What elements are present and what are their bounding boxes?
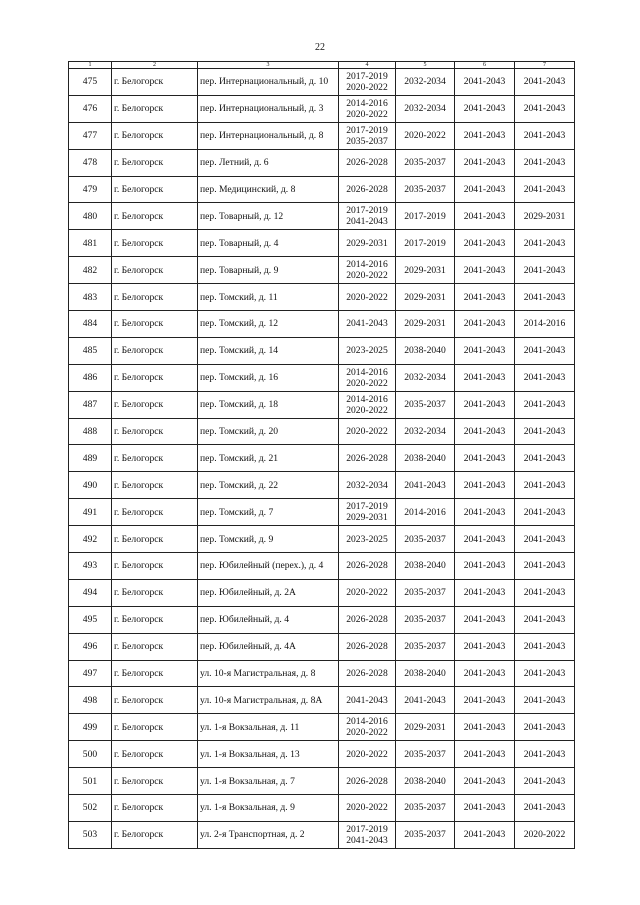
period-col5-cell: 2035-2037 (396, 821, 455, 848)
period-line: 2020-2022 (346, 81, 388, 93)
address-cell: ул. 1-я Вокзальная, д. 9 (198, 795, 339, 822)
period-col4-cell (339, 284, 396, 311)
period-line: 2029-2031 (346, 512, 388, 524)
period-col4-cell (339, 472, 396, 499)
address-cell: пер. Товарный, д. 9 (198, 257, 339, 284)
table-row (69, 391, 575, 418)
period-col7-cell: 2041-2043 (515, 633, 575, 660)
period-line: 2026-2028 (346, 560, 388, 572)
row-number-cell: 493 (69, 553, 112, 580)
column-header: 3 (198, 62, 339, 69)
period-col6-cell: 2041-2043 (455, 445, 515, 472)
period-col4-cell (339, 176, 396, 203)
city-cell: г. Белогорск (112, 526, 198, 553)
period-line: 2020-2022 (346, 802, 388, 814)
column-header: 4 (339, 62, 396, 69)
table-row (69, 311, 575, 338)
row-number-cell: 476 (69, 95, 112, 122)
period-col5-cell: 2035-2037 (396, 633, 455, 660)
period-line: 2014-2016 (346, 97, 388, 109)
period-line: 2026-2028 (346, 157, 388, 169)
row-number-cell: 497 (69, 660, 112, 687)
period-line: 2017-2019 (346, 124, 388, 136)
city-cell: г. Белогорск (112, 337, 198, 364)
period-col6-cell: 2041-2043 (455, 526, 515, 553)
row-number-cell: 501 (69, 768, 112, 795)
table-row (69, 176, 575, 203)
period-col7-cell: 2041-2043 (515, 714, 575, 741)
period-col7-cell: 2041-2043 (515, 795, 575, 822)
period-col5-cell: 2041-2043 (396, 687, 455, 714)
period-col4-cell (339, 230, 396, 257)
period-col4-cell (339, 499, 396, 526)
period-col6-cell: 2041-2043 (455, 768, 515, 795)
city-cell: г. Белогорск (112, 364, 198, 391)
city-cell: г. Белогорск (112, 660, 198, 687)
period-col7-cell: 2041-2043 (515, 606, 575, 633)
city-cell: г. Белогорск (112, 606, 198, 633)
period-col6-cell: 2041-2043 (455, 284, 515, 311)
city-cell: г. Белогорск (112, 284, 198, 311)
period-col6-cell: 2041-2043 (455, 687, 515, 714)
table-row (69, 472, 575, 499)
row-number-cell: 478 (69, 149, 112, 176)
period-col5-cell: 2035-2037 (396, 579, 455, 606)
period-col6-cell: 2041-2043 (455, 472, 515, 499)
period-col5-cell: 2017-2019 (396, 203, 455, 230)
period-col7-cell: 2041-2043 (515, 149, 575, 176)
period-col7-cell: 2041-2043 (515, 230, 575, 257)
period-col4-cell (339, 69, 396, 96)
table-row (69, 714, 575, 741)
period-col6-cell: 2041-2043 (455, 95, 515, 122)
address-cell: пер. Юбилейный (перех.), д. 4 (198, 553, 339, 580)
period-line: 2017-2019 (346, 501, 388, 513)
period-col4-cell (339, 526, 396, 553)
period-col5-cell: 2032-2034 (396, 95, 455, 122)
page-number: 22 (315, 42, 325, 53)
city-cell: г. Белогорск (112, 230, 198, 257)
period-col4-cell (339, 364, 396, 391)
period-col6-cell: 2041-2043 (455, 821, 515, 848)
address-cell: ул. 2-я Транспортная, д. 2 (198, 821, 339, 848)
period-col6-cell: 2041-2043 (455, 203, 515, 230)
table-row (69, 257, 575, 284)
period-col6-cell: 2041-2043 (455, 122, 515, 149)
period-col5-cell: 2035-2037 (396, 526, 455, 553)
period-col4-cell (339, 795, 396, 822)
row-number-cell: 503 (69, 821, 112, 848)
row-number-cell: 475 (69, 69, 112, 96)
city-cell: г. Белогорск (112, 687, 198, 714)
period-col5-cell: 2032-2034 (396, 418, 455, 445)
period-col6-cell: 2041-2043 (455, 579, 515, 606)
city-cell: г. Белогорск (112, 203, 198, 230)
period-col5-cell: 2038-2040 (396, 337, 455, 364)
period-col7-cell: 2014-2016 (515, 311, 575, 338)
period-line: 2020-2022 (346, 748, 388, 760)
table-row (69, 230, 575, 257)
period-col4-cell (339, 149, 396, 176)
city-cell: г. Белогорск (112, 149, 198, 176)
period-line: 2017-2019 (346, 205, 388, 217)
period-line: 2026-2028 (346, 614, 388, 626)
row-number-cell: 486 (69, 364, 112, 391)
period-col6-cell: 2041-2043 (455, 741, 515, 768)
city-cell: г. Белогорск (112, 553, 198, 580)
period-col7-cell: 2041-2043 (515, 337, 575, 364)
period-col7-cell: 2041-2043 (515, 95, 575, 122)
table-row (69, 364, 575, 391)
period-col6-cell: 2041-2043 (455, 633, 515, 660)
period-col5-cell: 2029-2031 (396, 284, 455, 311)
period-line: 2020-2022 (346, 727, 388, 739)
period-col6-cell: 2041-2043 (455, 795, 515, 822)
period-col4-cell (339, 741, 396, 768)
address-cell: пер. Юбилейный, д. 4А (198, 633, 339, 660)
table-row (69, 741, 575, 768)
period-col5-cell: 2038-2040 (396, 768, 455, 795)
address-cell: пер. Томский, д. 7 (198, 499, 339, 526)
period-line: 2026-2028 (346, 641, 388, 653)
period-line: 2032-2034 (346, 479, 388, 491)
period-col6-cell: 2041-2043 (455, 230, 515, 257)
period-col4-cell (339, 821, 396, 848)
period-line: 2014-2016 (346, 259, 388, 271)
address-cell: пер. Томский, д. 14 (198, 337, 339, 364)
period-line: 2020-2022 (346, 291, 388, 303)
period-col5-cell: 2038-2040 (396, 660, 455, 687)
period-line: 2041-2043 (346, 834, 388, 846)
period-col5-cell: 2032-2034 (396, 364, 455, 391)
table-row (69, 203, 575, 230)
table-row (69, 660, 575, 687)
period-line: 2014-2016 (346, 716, 388, 728)
period-col7-cell: 2041-2043 (515, 660, 575, 687)
city-cell: г. Белогорск (112, 768, 198, 795)
period-col4-cell (339, 660, 396, 687)
period-col7-cell: 2041-2043 (515, 553, 575, 580)
address-cell: пер. Юбилейный, д. 4 (198, 606, 339, 633)
city-cell: г. Белогорск (112, 445, 198, 472)
address-cell: пер. Интернациональный, д. 10 (198, 69, 339, 96)
address-cell: пер. Интернациональный, д. 8 (198, 122, 339, 149)
period-col6-cell: 2041-2043 (455, 714, 515, 741)
period-col7-cell: 2041-2043 (515, 472, 575, 499)
housing-repair-table (68, 61, 575, 849)
period-col5-cell: 2041-2043 (396, 472, 455, 499)
row-number-cell: 482 (69, 257, 112, 284)
period-col7-cell: 2041-2043 (515, 364, 575, 391)
period-col5-cell: 2038-2040 (396, 553, 455, 580)
period-col6-cell: 2041-2043 (455, 418, 515, 445)
city-cell: г. Белогорск (112, 95, 198, 122)
address-cell: пер. Томский, д. 20 (198, 418, 339, 445)
row-number-cell: 481 (69, 230, 112, 257)
period-col4-cell (339, 311, 396, 338)
row-number-cell: 490 (69, 472, 112, 499)
address-cell: пер. Томский, д. 12 (198, 311, 339, 338)
row-number-cell: 483 (69, 284, 112, 311)
period-col5-cell: 2038-2040 (396, 445, 455, 472)
period-col6-cell: 2041-2043 (455, 606, 515, 633)
period-line: 2020-2022 (346, 270, 388, 282)
period-col5-cell: 2035-2037 (396, 795, 455, 822)
period-line: 2041-2043 (346, 216, 388, 228)
address-cell: пер. Интернациональный, д. 3 (198, 95, 339, 122)
period-line: 2041-2043 (346, 694, 388, 706)
period-line: 2023-2025 (346, 345, 388, 357)
period-col5-cell: 2035-2037 (396, 149, 455, 176)
table-row (69, 633, 575, 660)
period-col7-cell: 2041-2043 (515, 69, 575, 96)
period-line: 2017-2019 (346, 823, 388, 835)
address-cell: ул. 10-я Магистральная, д. 8А (198, 687, 339, 714)
table-row (69, 95, 575, 122)
city-cell: г. Белогорск (112, 821, 198, 848)
period-col5-cell: 2020-2022 (396, 122, 455, 149)
city-cell: г. Белогорск (112, 311, 198, 338)
period-line: 2020-2022 (346, 377, 388, 389)
column-header: 6 (455, 62, 515, 69)
table-row (69, 69, 575, 96)
period-col6-cell: 2041-2043 (455, 149, 515, 176)
period-col6-cell: 2041-2043 (455, 364, 515, 391)
table-row (69, 149, 575, 176)
row-number-cell: 492 (69, 526, 112, 553)
period-col5-cell: 2029-2031 (396, 257, 455, 284)
table-row (69, 445, 575, 472)
table-row (69, 687, 575, 714)
period-col6-cell: 2041-2043 (455, 257, 515, 284)
table-row (69, 795, 575, 822)
period-col6-cell: 2041-2043 (455, 660, 515, 687)
period-line: 2026-2028 (346, 668, 388, 680)
row-number-cell: 484 (69, 311, 112, 338)
address-cell: ул. 10-я Магистральная, д. 8 (198, 660, 339, 687)
city-cell: г. Белогорск (112, 257, 198, 284)
period-line: 2020-2022 (346, 108, 388, 120)
period-col7-cell: 2041-2043 (515, 122, 575, 149)
city-cell: г. Белогорск (112, 741, 198, 768)
period-col7-cell: 2041-2043 (515, 284, 575, 311)
table-row (69, 122, 575, 149)
period-col7-cell: 2041-2043 (515, 445, 575, 472)
row-number-cell: 500 (69, 741, 112, 768)
period-col7-cell: 2041-2043 (515, 257, 575, 284)
period-col4-cell (339, 337, 396, 364)
row-number-cell: 495 (69, 606, 112, 633)
period-line: 2020-2022 (346, 587, 388, 599)
period-col4-cell (339, 122, 396, 149)
period-col7-cell: 2041-2043 (515, 687, 575, 714)
period-line: 2026-2028 (346, 775, 388, 787)
table-row (69, 579, 575, 606)
period-col7-cell: 2041-2043 (515, 176, 575, 203)
period-col7-cell: 2041-2043 (515, 768, 575, 795)
city-cell: г. Белогорск (112, 633, 198, 660)
address-cell: пер. Томский, д. 16 (198, 364, 339, 391)
period-line: 2023-2025 (346, 533, 388, 545)
column-header: 7 (515, 62, 575, 69)
table-row (69, 553, 575, 580)
period-col6-cell: 2041-2043 (455, 176, 515, 203)
city-cell: г. Белогорск (112, 418, 198, 445)
period-line: 2041-2043 (346, 318, 388, 330)
period-col4-cell (339, 257, 396, 284)
row-number-cell: 488 (69, 418, 112, 445)
period-line: 2035-2037 (346, 135, 388, 147)
city-cell: г. Белогорск (112, 176, 198, 203)
row-number-cell: 489 (69, 445, 112, 472)
column-header: 5 (396, 62, 455, 69)
address-cell: ул. 1-я Вокзальная, д. 13 (198, 741, 339, 768)
period-line: 2020-2022 (346, 426, 388, 438)
period-col7-cell: 2041-2043 (515, 741, 575, 768)
row-number-cell: 494 (69, 579, 112, 606)
column-header: 2 (112, 62, 198, 69)
column-number-row (69, 62, 575, 69)
period-col5-cell: 2035-2037 (396, 176, 455, 203)
table-row (69, 526, 575, 553)
row-number-cell: 491 (69, 499, 112, 526)
period-col5-cell: 2035-2037 (396, 391, 455, 418)
city-cell: г. Белогорск (112, 472, 198, 499)
period-col4-cell (339, 633, 396, 660)
table-row (69, 606, 575, 633)
period-col7-cell: 2020-2022 (515, 821, 575, 848)
row-number-cell: 498 (69, 687, 112, 714)
address-cell: ул. 1-я Вокзальная, д. 11 (198, 714, 339, 741)
address-cell: пер. Медицинский, д. 8 (198, 176, 339, 203)
period-line: 2026-2028 (346, 184, 388, 195)
row-number-cell: 485 (69, 337, 112, 364)
period-col5-cell: 2032-2034 (396, 69, 455, 96)
period-col5-cell: 2029-2031 (396, 714, 455, 741)
period-col4-cell (339, 418, 396, 445)
period-col5-cell: 2014-2016 (396, 499, 455, 526)
period-col4-cell (339, 768, 396, 795)
period-col6-cell: 2041-2043 (455, 69, 515, 96)
address-cell: пер. Томский, д. 18 (198, 391, 339, 418)
period-line: 2026-2028 (346, 452, 388, 464)
address-cell: ул. 1-я Вокзальная, д. 7 (198, 768, 339, 795)
period-col4-cell (339, 203, 396, 230)
period-col4-cell (339, 687, 396, 714)
row-number-cell: 496 (69, 633, 112, 660)
city-cell: г. Белогорск (112, 122, 198, 149)
table-row (69, 337, 575, 364)
row-number-cell: 502 (69, 795, 112, 822)
period-col5-cell: 2035-2037 (396, 741, 455, 768)
period-line: 2017-2019 (346, 70, 388, 82)
period-col7-cell: 2029-2031 (515, 203, 575, 230)
table-body (69, 69, 575, 849)
table-row (69, 821, 575, 848)
row-number-cell: 477 (69, 122, 112, 149)
city-cell: г. Белогорск (112, 391, 198, 418)
period-col6-cell: 2041-2043 (455, 311, 515, 338)
period-col4-cell (339, 553, 396, 580)
row-number-cell: 480 (69, 203, 112, 230)
period-col7-cell: 2041-2043 (515, 391, 575, 418)
period-col6-cell: 2041-2043 (455, 499, 515, 526)
address-cell: пер. Товарный, д. 12 (198, 203, 339, 230)
period-col5-cell: 2035-2037 (396, 606, 455, 633)
period-col6-cell: 2041-2043 (455, 553, 515, 580)
period-col5-cell: 2029-2031 (396, 311, 455, 338)
period-col6-cell: 2041-2043 (455, 337, 515, 364)
column-header: 1 (69, 62, 112, 69)
city-cell: г. Белогорск (112, 714, 198, 741)
period-col4-cell (339, 445, 396, 472)
address-cell: пер. Томский, д. 22 (198, 472, 339, 499)
period-col4-cell (339, 714, 396, 741)
period-col4-cell (339, 579, 396, 606)
row-number-cell: 487 (69, 391, 112, 418)
period-line: 2014-2016 (346, 393, 388, 405)
period-col7-cell: 2041-2043 (515, 418, 575, 445)
city-cell: г. Белогорск (112, 795, 198, 822)
period-col6-cell: 2041-2043 (455, 391, 515, 418)
address-cell: пер. Томский, д. 9 (198, 526, 339, 553)
row-number-cell: 499 (69, 714, 112, 741)
period-line: 2029-2031 (346, 237, 388, 249)
period-line: 2014-2016 (346, 366, 388, 378)
table-row (69, 418, 575, 445)
address-cell: пер. Летний, д. 6 (198, 149, 339, 176)
table-row (69, 768, 575, 795)
period-col4-cell (339, 391, 396, 418)
period-col5-cell: 2017-2019 (396, 230, 455, 257)
address-cell: пер. Томский, д. 21 (198, 445, 339, 472)
period-col4-cell (339, 95, 396, 122)
address-cell: пер. Юбилейный, д. 2А (198, 579, 339, 606)
city-cell: г. Белогорск (112, 579, 198, 606)
table-row (69, 499, 575, 526)
period-col7-cell: 2041-2043 (515, 526, 575, 553)
period-col7-cell: 2041-2043 (515, 499, 575, 526)
period-col4-cell (339, 606, 396, 633)
city-cell: г. Белогорск (112, 69, 198, 96)
address-cell: пер. Томский, д. 11 (198, 284, 339, 311)
row-number-cell: 479 (69, 176, 112, 203)
table-row (69, 284, 575, 311)
city-cell: г. Белогорск (112, 499, 198, 526)
address-cell: пер. Товарный, д. 4 (198, 230, 339, 257)
period-line: 2020-2022 (346, 404, 388, 416)
period-col7-cell: 2041-2043 (515, 579, 575, 606)
